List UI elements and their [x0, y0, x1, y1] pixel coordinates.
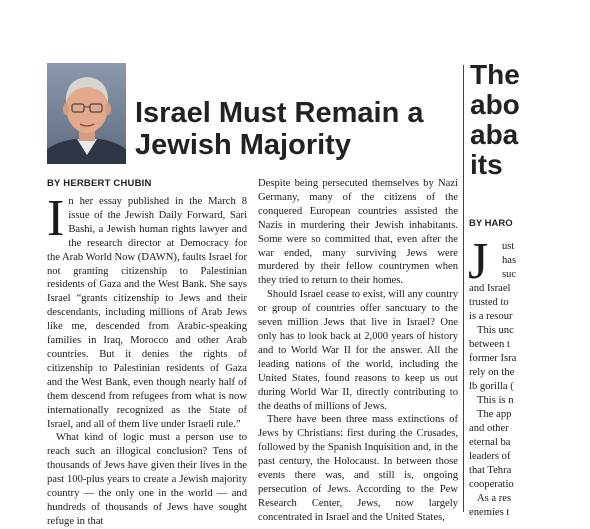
side-text-line: leaders of — [469, 451, 511, 462]
side-text-line: This unc — [477, 325, 514, 336]
article-paragraph — [47, 190, 247, 431]
side-headline-line: aba — [470, 119, 519, 150]
side-text-line: former Isra — [469, 353, 517, 364]
paragraph-text: n her essay published in the March 8 issue of the Jewish Daily Forward, Sari Bashi, a Jewish human rights lawyer and the research director at Democracy for the Arab World Now (DAWN), faults Israel for not granting citizenship to Palestinian residents of Gaza and the West Bank. She says Israel “grants citizenship to Jews and their descendants, including millions of Arab Jews like me, descended from Arabic-speaking families in Iraq, Morocco and other Arab countries. But it denies the rights of citizenship to Palestinian residents of Gaza and the West Bank, even though nearly half of them descend from refugees from what is now internationally recognized as the State of Israel, and all of them live under Israeli rule.” — [47, 196, 247, 430]
side-headline-line: abo — [470, 89, 520, 120]
article-byline: BY HERBERT CHUBIN — [47, 178, 152, 189]
side-text-line: rely on the — [469, 367, 515, 378]
side-text-line: that Tehra — [469, 465, 512, 476]
article-paragraph: What kind of logic must a person use to reach such an illogical conclusion? Tens of thousands of Jews have given their lives in the past 100-plus years to create a Jewish majority country — the only one in the world — and hundreds of thousands of Jews have sought refuge in that — [47, 432, 247, 527]
column-divider — [463, 65, 464, 512]
side-text-line: lb gorilla ( — [469, 381, 514, 392]
side-text-line: between t — [469, 339, 510, 350]
side-text-line: As a res — [477, 493, 512, 504]
article-column-2 — [258, 177, 458, 525]
side-headline-line: its — [470, 149, 503, 180]
side-text-line: and other — [469, 423, 509, 434]
drop-cap: I — [47, 190, 65, 247]
side-text-line: and Israel — [469, 283, 511, 294]
side-text-line: enemies t — [469, 507, 510, 518]
side-article-headline — [470, 60, 590, 180]
article-paragraph: Should Israel cease to exist, will any country or group of countries offer sanctuary to the seven million Jews that live in Israel? One only has to look back at 2,000 years of history and to World War II for the answer. All the leading nations of the world, including the United States, found reasons to keep us out during World War II, directly contributing to the deaths of millions of Jews. — [258, 289, 458, 412]
article-headline: Israel Must Remain a Jewish Majority — [135, 97, 424, 161]
article-column-1 — [47, 190, 247, 529]
side-text-line: is a resour — [469, 311, 513, 322]
side-text-line: suc — [502, 269, 517, 280]
side-text-line: has — [502, 255, 517, 266]
side-headline-line: The — [470, 59, 520, 90]
side-article-byline: BY HARO — [469, 218, 513, 229]
article-paragraph: Despite being persecuted themselves by Nazi Germany, many of the citizens of the conquered European countries assisted the Nazis in murdering their Jewish inhabitants. Some were so committed that, even after the war ended, many surviving Jews were murdered by their fellow countrymen when they tried to return to their homes. — [258, 178, 458, 287]
side-text-line: This is n — [477, 395, 514, 406]
side-drop-cap: J — [468, 233, 489, 290]
side-text-line: The app — [477, 409, 512, 420]
side-text-line: ust — [502, 241, 515, 252]
side-text-line: cooperatio — [469, 479, 514, 490]
side-text-line: trusted to — [469, 297, 509, 308]
author-photo — [47, 63, 126, 164]
side-text-line: eternal ba — [469, 437, 511, 448]
article-paragraph: There have been three mass extinctions of Jews by Christians: first during the Crusades, followed by the Spanish Inquisition and, in the past century, the Holocaust. In between those events there was, and still is, ongoing persecution of Jews. According to the Pew Research Center, Jews, now largely concentrated in Israel and the United States, — [258, 414, 458, 523]
